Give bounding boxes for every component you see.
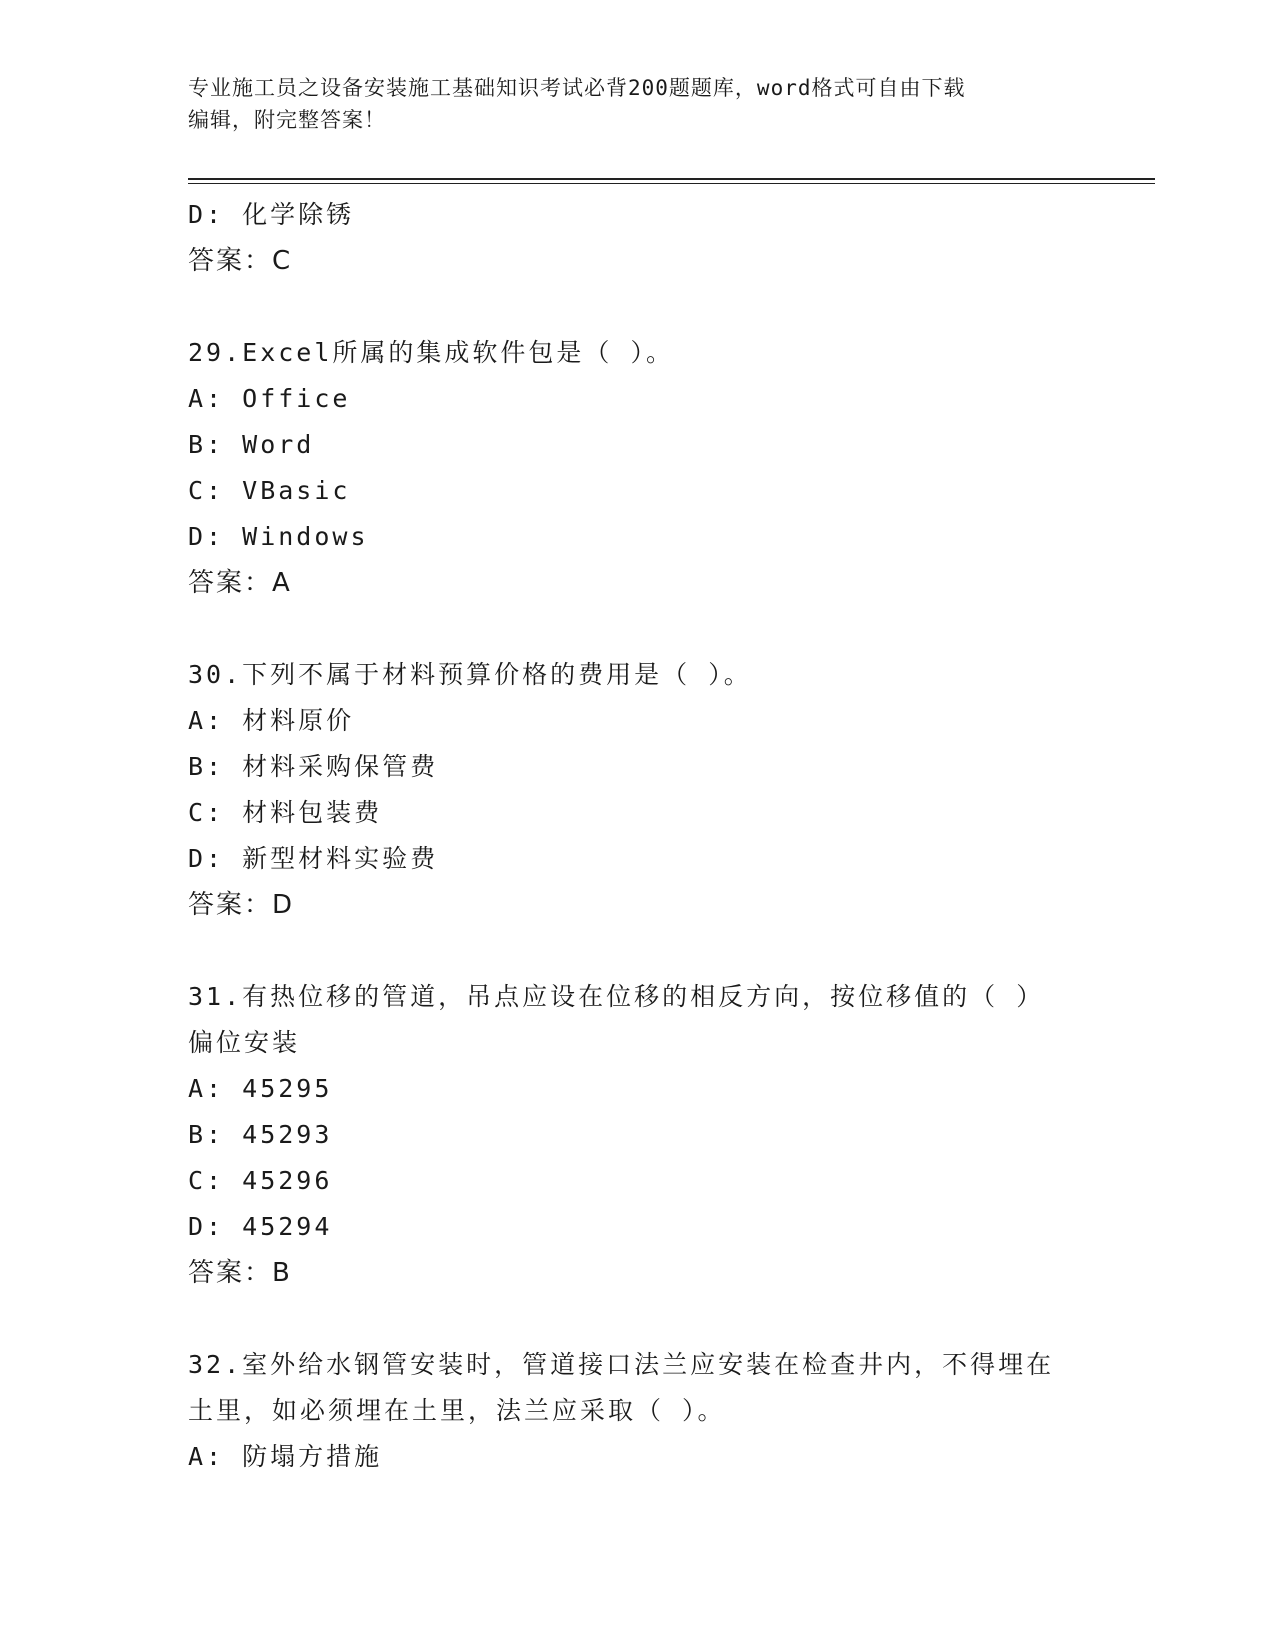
option-a: A: 防塌方措施 bbox=[188, 1442, 383, 1471]
question-29 bbox=[188, 330, 1088, 606]
option-b: B: 材料采购保管费 bbox=[188, 752, 439, 781]
previous-question-tail bbox=[188, 192, 1088, 284]
question-text-line-2: 偏位安装 bbox=[188, 1028, 301, 1057]
option-d: D: 化学除锈 bbox=[188, 200, 355, 229]
answer-line: 答案：B bbox=[188, 1258, 292, 1288]
option-a: A: 45295 bbox=[188, 1074, 333, 1103]
question-text-line-2: 土里，如必须埋在土里，法兰应采取（ ）。 bbox=[188, 1396, 726, 1425]
document-header bbox=[188, 72, 1068, 136]
option-d: D: 新型材料实验费 bbox=[188, 844, 439, 873]
option-b: B: 45293 bbox=[188, 1120, 333, 1149]
question-text: 30.下列不属于材料预算价格的费用是（ ）。 bbox=[188, 660, 752, 689]
answer-line: 答案：D bbox=[188, 890, 295, 920]
option-b: B: Word bbox=[188, 430, 315, 459]
option-a: A: Office bbox=[188, 384, 351, 413]
question-text-line-1: 31.有热位移的管道，吊点应设在位移的相反方向，按位移值的（ ） bbox=[188, 982, 1045, 1011]
question-32 bbox=[188, 1342, 1088, 1480]
option-d: D: 45294 bbox=[188, 1212, 333, 1241]
question-text-line-1: 32.室外给水钢管安装时，管道接口法兰应安装在检查井内，不得埋在 bbox=[188, 1350, 1055, 1379]
option-d: D: Windows bbox=[188, 522, 369, 551]
header-title-line-2: 编辑，附完整答案！ bbox=[188, 108, 386, 132]
option-c: C: 材料包装费 bbox=[188, 798, 383, 827]
question-31 bbox=[188, 974, 1088, 1296]
header-divider-thin bbox=[188, 183, 1155, 184]
answer-line: 答案：A bbox=[188, 568, 292, 598]
option-c: C: 45296 bbox=[188, 1166, 333, 1195]
answer-line: 答案：C bbox=[188, 246, 293, 276]
question-text: 29.Excel所属的集成软件包是（ ）。 bbox=[188, 338, 674, 367]
question-list bbox=[188, 192, 1088, 1480]
header-title-line-1: 专业施工员之设备安装施工基础知识考试必背200题题库，word格式可自由下载 bbox=[188, 76, 966, 100]
question-30 bbox=[188, 652, 1088, 928]
option-a: A: 材料原价 bbox=[188, 706, 355, 735]
option-c: C: VBasic bbox=[188, 476, 351, 505]
header-divider-thick bbox=[188, 178, 1155, 180]
